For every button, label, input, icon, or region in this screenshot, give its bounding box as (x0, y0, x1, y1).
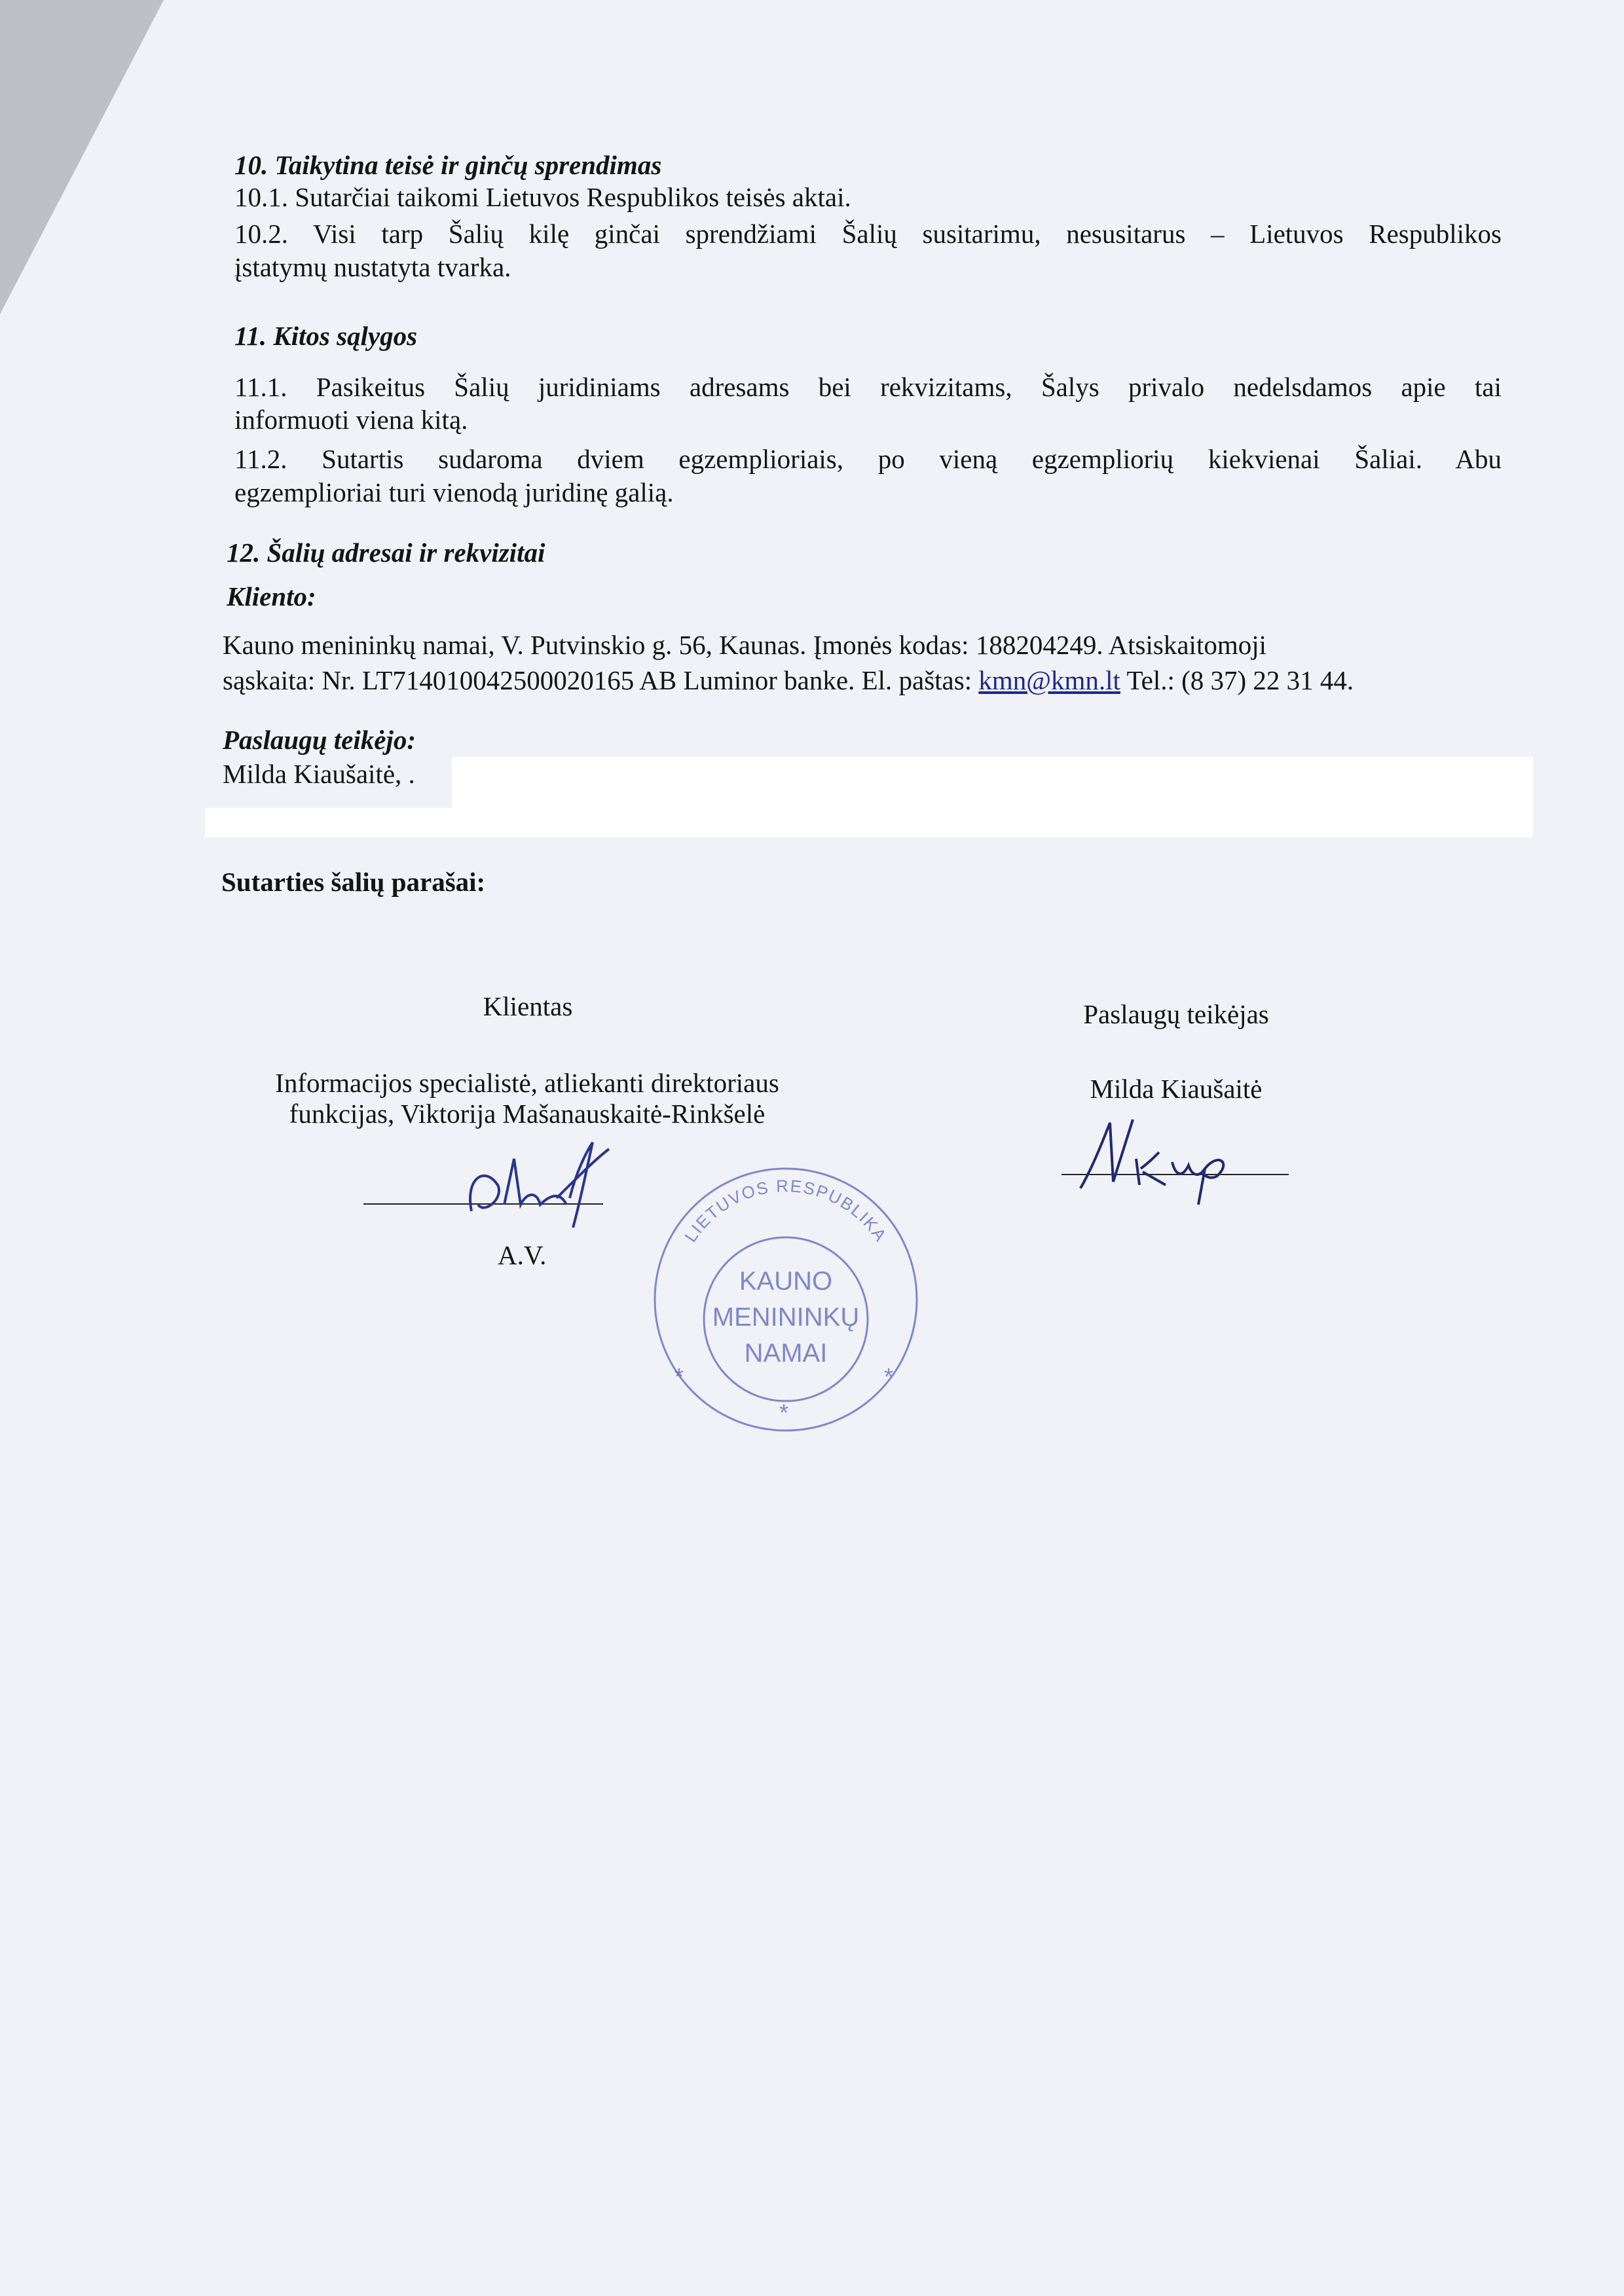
client-signature (445, 1139, 655, 1231)
clause-10-1: 10.1. Sutarčiai taikomi Lietuvos Respublikos teisės aktai. (234, 182, 851, 212)
client-role-line-1: Informacijos specialistė, atliekanti direktoriaus (275, 1068, 779, 1098)
section-11-heading: 11. Kitos sąlygos (234, 321, 418, 351)
organization-stamp (648, 1159, 923, 1434)
stamp-inner-text-1: KAUNO (739, 1267, 833, 1296)
client-label: Kliento: (227, 581, 316, 611)
clause-10-2-cont: įstatymų nustatyta tvarka. (234, 252, 511, 282)
stamp-star-icon: * (779, 1399, 789, 1426)
client-role-line-2: funkcijas, Viktorija Mašanauskaitė-Rinkšelė (289, 1099, 766, 1129)
provider-label: Paslaugų teikėjo: (223, 725, 416, 755)
stamp-outer-text: LIETUVOS RESPUBLIKA (680, 1176, 891, 1246)
clause-11-1-cont: informuoti viena kitą. (234, 405, 468, 435)
stamp-star-icon: * (884, 1363, 894, 1390)
stamp-inner-text-3: NAMAI (744, 1339, 828, 1368)
redaction-box (452, 757, 1533, 837)
clause-11-1: 11.1. Pasikeitus Šalių juridiniams adresams bei rekvizitams, Šalys privalo nedelsdamos apie tai (234, 372, 1502, 402)
section-10-heading: 10. Taikytina teisė ir ginčų sprendimas (234, 150, 662, 180)
provider-signature (1067, 1106, 1290, 1211)
client-details-line-2 (223, 665, 1354, 697)
client-account: sąskaita: Nr. LT714010042500020165 AB Luminor banke. El. paštas: (223, 665, 979, 695)
seal-note: A.V. (498, 1240, 547, 1270)
page-fold-corner (0, 0, 170, 327)
client-details-line-1: Kauno menininkų namai, V. Putvinskio g. 56, Kaunas. Įmonės kodas: 188204249. Atsiskaitomoji (223, 630, 1267, 660)
client-title: Klientas (483, 991, 573, 1021)
stamp-star-icon: * (674, 1363, 684, 1390)
clause-11-2-cont: egzemplioriai turi vienodą juridinę galią. (234, 477, 674, 507)
provider-name: Milda Kiaušaitė (1090, 1074, 1263, 1104)
section-12-heading: 12. Šalių adresai ir rekvizitai (227, 538, 545, 568)
redaction-box (205, 808, 454, 837)
client-email-link[interactable]: kmn@kmn.lt (978, 665, 1120, 695)
clause-10-2: 10.2. Visi tarp Šalių kilę ginčai sprendžiami Šalių susitarimu, nesusitarus – Lietuvos Respublikos (234, 219, 1502, 249)
signatures-heading: Sutarties šalių parašai: (221, 867, 486, 897)
client-phone: Tel.: (8 37) 22 31 44. (1120, 665, 1354, 695)
stamp-inner-text-2: MENININKŲ (712, 1303, 860, 1332)
provider-title: Paslaugų teikėjas (1083, 999, 1269, 1029)
clause-11-2: 11.2. Sutartis sudaroma dviem egzemplioriais, po vieną egzempliorių kiekvienai Šaliai. Abu (234, 444, 1502, 474)
provider-details: Milda Kiaušaitė, . (223, 759, 415, 789)
